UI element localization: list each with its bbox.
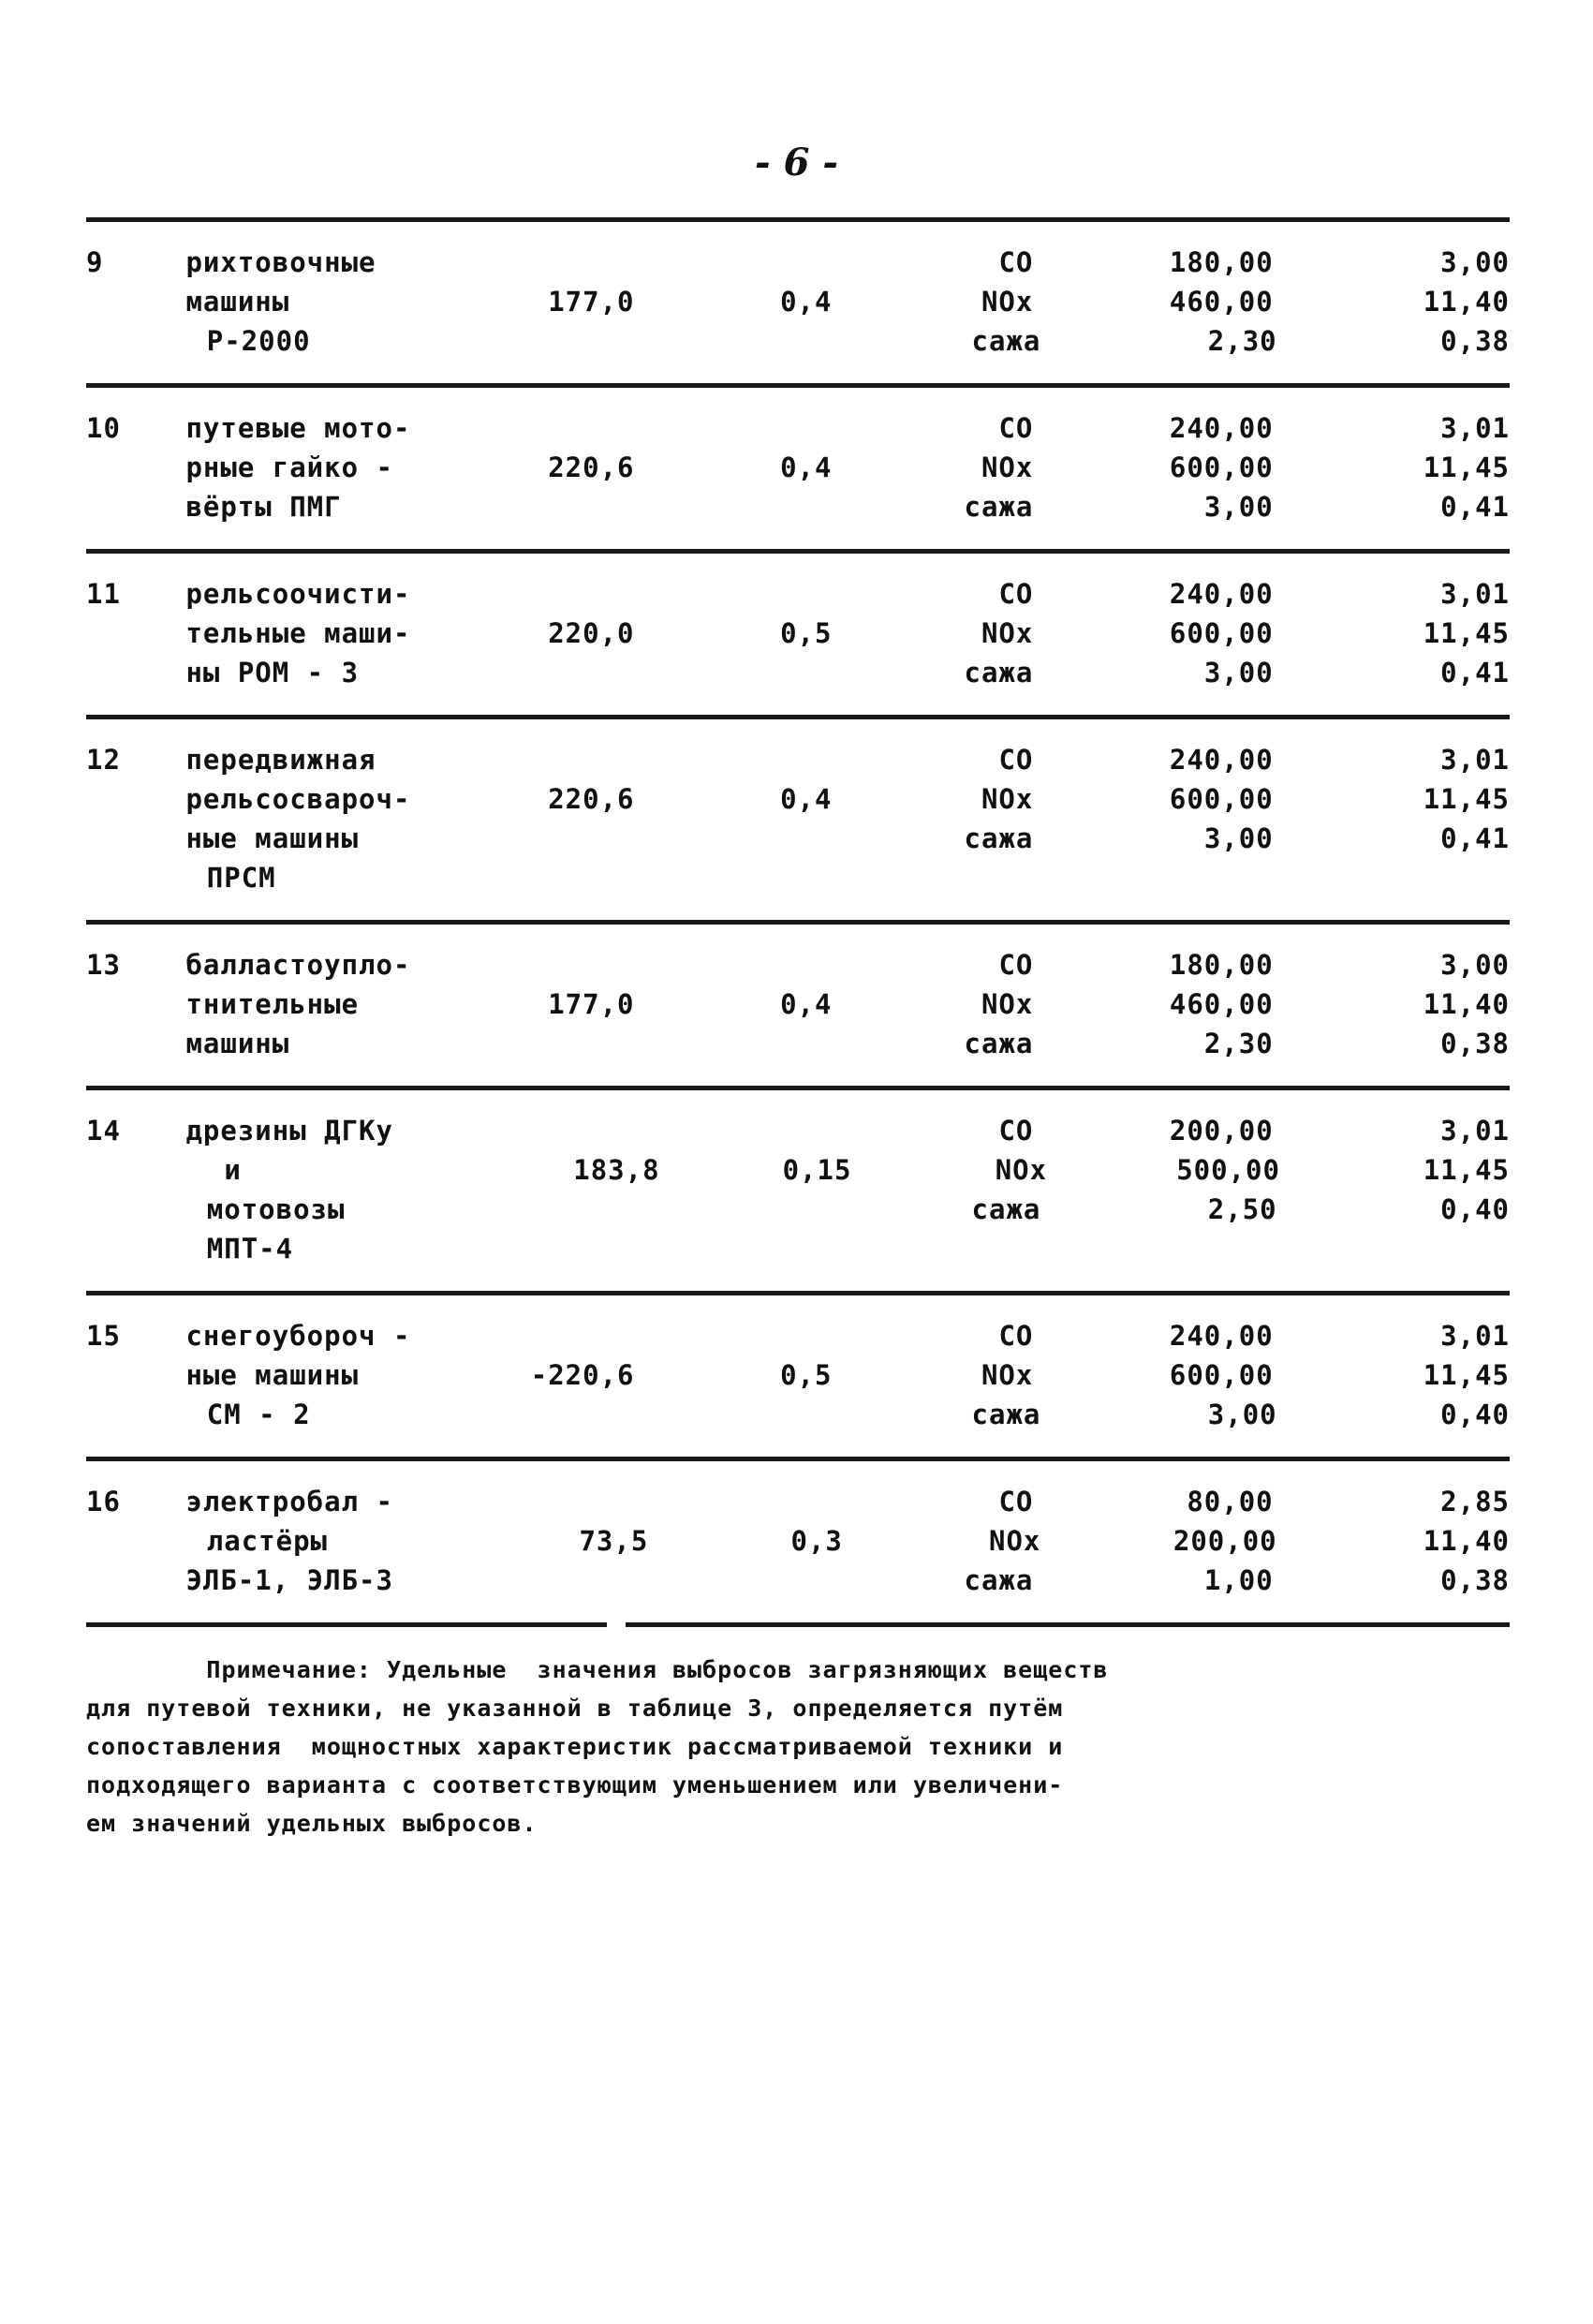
emission-value: 180,00 (1169, 246, 1274, 278)
emission-value: 600,00 (1169, 451, 1274, 483)
machine-name: мотовозы (206, 1193, 346, 1225)
emission-value: 2,30 (1207, 325, 1277, 357)
row-line (86, 1190, 1510, 1229)
pollutant: NOx (995, 1154, 1048, 1186)
row-line (86, 574, 1510, 614)
table-bottom-rule (86, 1622, 1510, 1627)
machine-name: ные машины (185, 822, 360, 854)
specific-emission: 0,40 (1440, 1399, 1510, 1430)
emission-value: 500,00 (1176, 1154, 1280, 1186)
row-line (86, 1395, 1510, 1434)
emission-value: 3,00 (1207, 1399, 1277, 1430)
row-number: 10 (86, 412, 121, 444)
specific-emission: 0,38 (1440, 1028, 1510, 1059)
pollutant: сажа (971, 1399, 1041, 1430)
pollutant: сажа (964, 1564, 1034, 1596)
machine-name: вёрты ПМГ (185, 491, 342, 523)
pollutant: сажа (971, 325, 1041, 357)
row-line (86, 945, 1510, 984)
machine-name: рные гайко - (185, 451, 393, 483)
specific-emission: 11,40 (1423, 988, 1510, 1020)
engine-power: 220,0 (548, 617, 635, 649)
row-number: 15 (86, 1320, 121, 1352)
pollutant: CO (998, 578, 1034, 610)
engine-power: -220,6 (530, 1359, 635, 1391)
load-factor: 0,5 (780, 1359, 833, 1391)
bottom-rule-right (626, 1622, 1510, 1627)
row-line (86, 1229, 1510, 1268)
emissions-table (86, 217, 1510, 1627)
footnote-line: для путевой техники, не указанной в таблице 3, определяется путём (86, 1695, 1064, 1722)
row-line (86, 1482, 1510, 1521)
emission-value: 200,00 (1169, 1115, 1274, 1147)
pollutant: CO (998, 744, 1034, 776)
emission-value: 180,00 (1169, 949, 1274, 981)
specific-emission: 3,00 (1440, 949, 1510, 981)
emission-value: 3,00 (1203, 657, 1274, 688)
specific-emission: 0,38 (1440, 1564, 1510, 1596)
row-line (86, 243, 1510, 282)
emission-value: 600,00 (1169, 783, 1274, 815)
emission-value: 460,00 (1169, 286, 1274, 318)
footnote (86, 1650, 1397, 1843)
machine-name: Р-2000 (206, 325, 311, 357)
load-factor: 0,15 (782, 1154, 852, 1186)
table-row (86, 388, 1510, 549)
table-row (86, 554, 1510, 715)
pollutant: CO (998, 246, 1034, 278)
row-line (86, 858, 1510, 897)
row-line (86, 321, 1510, 361)
row-line (86, 408, 1510, 448)
specific-emission: 3,01 (1440, 412, 1510, 444)
row-number: 9 (86, 246, 104, 278)
machine-name: ны РОМ - 3 (185, 657, 360, 688)
load-factor: 0,4 (780, 286, 833, 318)
specific-emission: 11,45 (1423, 783, 1510, 815)
table-row (86, 925, 1510, 1086)
pollutant: CO (998, 949, 1034, 981)
load-factor: 0,4 (780, 988, 833, 1020)
pollutant: CO (998, 1115, 1034, 1147)
table-row (86, 719, 1510, 920)
specific-emission: 11,45 (1423, 1154, 1510, 1186)
emission-value: 240,00 (1169, 412, 1274, 444)
machine-name: МПТ-4 (206, 1233, 294, 1265)
pollutant: CO (998, 412, 1034, 444)
specific-emission: 11,40 (1423, 286, 1510, 318)
specific-emission: 0,40 (1440, 1193, 1510, 1225)
machine-name: рихтовочные (185, 246, 376, 278)
specific-emission: 11,40 (1423, 1525, 1510, 1557)
machine-name: тнительные (185, 988, 360, 1020)
pollutant: NOx (981, 988, 1034, 1020)
specific-emission: 3,01 (1440, 1115, 1510, 1147)
row-line (86, 1150, 1510, 1190)
row-line (86, 1316, 1510, 1355)
machine-name: ЭЛБ-1, ЭЛБ-3 (185, 1564, 393, 1596)
machine-name: рельсоочисти- (185, 578, 411, 610)
machine-name: ластёры (206, 1525, 328, 1557)
emission-value: 200,00 (1173, 1525, 1277, 1557)
machine-name: передвижная (185, 744, 376, 776)
pollutant: NOx (981, 451, 1034, 483)
pollutant: CO (998, 1486, 1034, 1517)
specific-emission: 3,00 (1440, 246, 1510, 278)
table-row (86, 1090, 1510, 1291)
row-line (86, 653, 1510, 692)
emission-value: 80,00 (1187, 1486, 1274, 1517)
specific-emission: 3,01 (1440, 578, 1510, 610)
emission-value: 460,00 (1169, 988, 1274, 1020)
engine-power: 177,0 (548, 988, 635, 1020)
emission-value: 600,00 (1169, 617, 1274, 649)
pollutant: NOx (981, 286, 1034, 318)
row-line (86, 1521, 1510, 1561)
row-line (86, 1024, 1510, 1063)
emission-value: 240,00 (1169, 744, 1274, 776)
emission-value: 240,00 (1169, 1320, 1274, 1352)
row-line (86, 740, 1510, 779)
row-line (86, 448, 1510, 487)
row-number: 11 (86, 578, 121, 610)
pollutant: сажа (964, 491, 1034, 523)
table-row (86, 1295, 1510, 1457)
pollutant: NOx (981, 783, 1034, 815)
specific-emission: 0,41 (1440, 822, 1510, 854)
machine-name: дрезины ДГКу (185, 1115, 393, 1147)
machine-name: балластоупло- (185, 949, 411, 981)
load-factor: 0,5 (780, 617, 833, 649)
table-row (86, 1461, 1510, 1622)
machine-name: СМ - 2 (206, 1399, 311, 1430)
machine-name: снегоубороч - (185, 1320, 411, 1352)
emission-value: 600,00 (1169, 1359, 1274, 1391)
row-line (86, 819, 1510, 858)
emission-value: 2,50 (1207, 1193, 1277, 1225)
machine-name: тельные маши- (185, 617, 411, 649)
row-line (86, 1561, 1510, 1600)
specific-emission: 11,45 (1423, 617, 1510, 649)
emission-value: 1,00 (1203, 1564, 1274, 1596)
machine-name: ПРСМ (206, 862, 276, 894)
page-number: - 6 - (755, 141, 838, 185)
pollutant: сажа (971, 1193, 1041, 1225)
machine-name: машины (185, 286, 290, 318)
specific-emission: 11,45 (1423, 1359, 1510, 1391)
machine-name: машины (185, 1028, 290, 1059)
pollutant: NOx (981, 1359, 1034, 1391)
row-number: 14 (86, 1115, 121, 1147)
footnote-line: сопоставления мощностных характеристик рассматриваемой техники и (86, 1733, 1064, 1760)
pollutant: NOx (989, 1525, 1041, 1557)
engine-power: 73,5 (579, 1525, 649, 1557)
emission-value: 240,00 (1169, 578, 1274, 610)
specific-emission: 0,41 (1440, 491, 1510, 523)
specific-emission: 0,41 (1440, 657, 1510, 688)
engine-power: 183,8 (573, 1154, 660, 1186)
emission-value: 2,30 (1203, 1028, 1274, 1059)
emission-value: 3,00 (1203, 822, 1274, 854)
specific-emission: 3,01 (1440, 1320, 1510, 1352)
row-number: 13 (86, 949, 121, 981)
row-line (86, 984, 1510, 1024)
row-line (86, 614, 1510, 653)
load-factor: 0,4 (780, 783, 833, 815)
pollutant: NOx (981, 617, 1034, 649)
footnote-line: ем значений удельных выбросов. (86, 1810, 538, 1837)
bottom-rule-left (86, 1622, 607, 1627)
machine-name: ные машины (185, 1359, 360, 1391)
row-line (86, 282, 1510, 321)
row-line (86, 779, 1510, 819)
footnote-line: подходящего варианта с соответствующим уменьшением или увеличени- (86, 1771, 1064, 1799)
pollutant: CO (998, 1320, 1034, 1352)
pollutant: сажа (964, 657, 1034, 688)
load-factor: 0,4 (780, 451, 833, 483)
row-number: 12 (86, 744, 121, 776)
row-line (86, 1355, 1510, 1395)
specific-emission: 2,85 (1440, 1486, 1510, 1517)
machine-name: рельсосвароч- (185, 783, 411, 815)
row-line (86, 1111, 1510, 1150)
specific-emission: 11,45 (1423, 451, 1510, 483)
specific-emission: 3,01 (1440, 744, 1510, 776)
pollutant: сажа (964, 822, 1034, 854)
engine-power: 220,6 (548, 451, 635, 483)
machine-name: электробал - (185, 1486, 393, 1517)
load-factor: 0,3 (790, 1525, 843, 1557)
row-number: 16 (86, 1486, 121, 1517)
machine-name: и (224, 1154, 242, 1186)
table-row (86, 222, 1510, 383)
specific-emission: 0,38 (1440, 325, 1510, 357)
machine-name: путевые мото- (185, 412, 411, 444)
pollutant: сажа (964, 1028, 1034, 1059)
engine-power: 177,0 (548, 286, 635, 318)
emission-value: 3,00 (1203, 491, 1274, 523)
footnote-line: Примечание: Удельные значения выбросов загрязняющих веществ (86, 1656, 1109, 1683)
engine-power: 220,6 (548, 783, 635, 815)
row-line (86, 487, 1510, 526)
